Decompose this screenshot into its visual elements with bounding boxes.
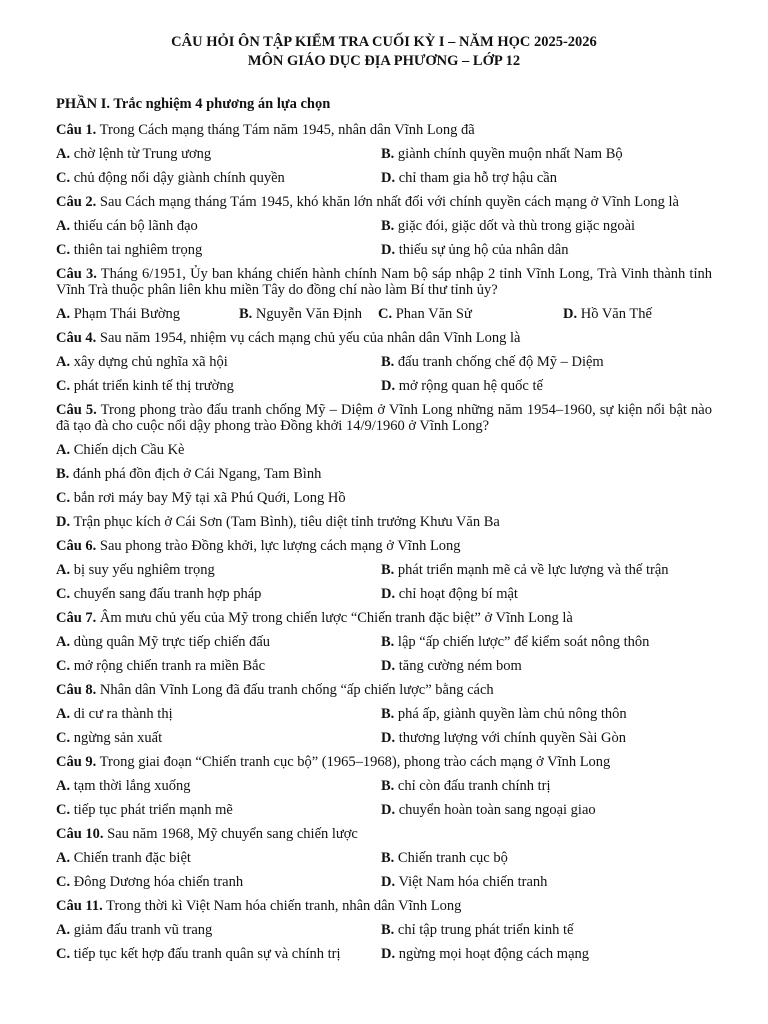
option-b xyxy=(239,306,378,322)
option-b xyxy=(381,778,551,794)
options-row xyxy=(56,218,712,234)
option-text: di cư ra thành thị xyxy=(70,706,173,722)
options-row xyxy=(56,306,712,322)
option-text: Chiến tranh cục bộ xyxy=(394,850,508,866)
option-text: Nguyễn Văn Định xyxy=(252,306,362,322)
question-text: Sau năm 1954, nhiệm vụ cách mạng chủ yếu của nhân dân Vĩnh Long là xyxy=(96,330,521,346)
question-4 xyxy=(56,330,712,346)
question-text: Sau năm 1968, Mỹ chuyển sang chiến lược xyxy=(103,826,358,842)
option-text: Việt Nam hóa chiến tranh xyxy=(395,874,548,890)
option-text: giành chính quyền muộn nhất Nam Bộ xyxy=(394,146,623,162)
option-key: D. xyxy=(381,378,396,394)
option-key: A. xyxy=(56,306,71,322)
option-key: C. xyxy=(378,306,393,322)
option-key: C. xyxy=(56,490,71,506)
option-text: bị suy yếu nghiêm trọng xyxy=(70,562,215,578)
options-row xyxy=(56,634,712,650)
option-d xyxy=(563,306,652,322)
option-key: D. xyxy=(381,730,396,746)
options-row xyxy=(56,146,712,162)
option-a xyxy=(56,218,381,234)
option-key: B. xyxy=(381,146,395,162)
option-text: phát triển mạnh mẽ cả về lực lượng và thế trận xyxy=(394,562,669,578)
options-row xyxy=(56,442,712,458)
option-d xyxy=(381,658,522,674)
option-a xyxy=(56,922,381,938)
option-key: C. xyxy=(56,378,71,394)
options-row xyxy=(56,658,712,674)
option-d xyxy=(381,378,543,394)
option-text: tạm thời lắng xuống xyxy=(70,778,191,794)
options-row xyxy=(56,170,712,186)
options-row xyxy=(56,802,712,818)
option-text: thiên tai nghiêm trọng xyxy=(70,242,203,258)
option-text: tăng cường ném bom xyxy=(395,658,522,674)
option-text: chỉ tham gia hỗ trợ hậu cần xyxy=(395,170,557,186)
option-text: chờ lệnh từ Trung ương xyxy=(70,146,212,162)
question-text: Sau phong trào Đồng khởi, lực lượng cách mạng ở Vĩnh Long xyxy=(96,538,461,554)
option-b xyxy=(381,922,574,938)
option-key: C. xyxy=(56,946,71,962)
question-number: Câu 5. xyxy=(56,402,97,418)
option-text: Chiến tranh đặc biệt xyxy=(70,850,191,866)
option-text: dùng quân Mỹ trực tiếp chiến đấu xyxy=(70,634,271,650)
option-text: mở rộng quan hệ quốc tế xyxy=(395,378,543,394)
document-title-line-2: MÔN GIÁO DỤC ĐỊA PHƯƠNG – LỚP 12 xyxy=(247,53,521,69)
options-row xyxy=(56,378,712,394)
options-row xyxy=(56,562,712,578)
question-number: Câu 6. xyxy=(56,538,97,554)
option-key: B. xyxy=(56,466,70,482)
option-key: B. xyxy=(381,778,395,794)
option-text: bắn rơi máy bay Mỹ tại xã Phú Quới, Long Hồ xyxy=(70,490,346,506)
option-text: chỉ còn đấu tranh chính trị xyxy=(394,778,551,794)
options-row xyxy=(56,706,712,722)
option-key: C. xyxy=(56,658,71,674)
option-d xyxy=(381,170,557,186)
question-3 xyxy=(56,266,712,298)
question-text: Trong thời kì Việt Nam hóa chiến tranh, nhân dân Vĩnh Long xyxy=(102,898,462,914)
option-text: thiếu sự ủng hộ của nhân dân xyxy=(395,242,569,258)
option-key: D. xyxy=(381,658,396,674)
options-row xyxy=(56,354,712,370)
option-key: B. xyxy=(381,354,395,370)
option-a xyxy=(56,354,381,370)
option-c xyxy=(56,170,381,186)
option-key: B. xyxy=(381,850,395,866)
option-key: D. xyxy=(381,170,396,186)
option-key: A. xyxy=(56,442,71,458)
option-key: C. xyxy=(56,170,71,186)
option-a xyxy=(56,778,381,794)
options-row xyxy=(56,586,712,602)
option-b xyxy=(381,850,508,866)
options-row xyxy=(56,730,712,746)
option-key: A. xyxy=(56,218,71,234)
option-key: C. xyxy=(56,730,71,746)
option-b xyxy=(381,634,649,650)
option-d xyxy=(381,586,518,602)
options-row xyxy=(56,946,712,962)
question-number: Câu 10. xyxy=(56,826,104,842)
options-row xyxy=(56,922,712,938)
option-c xyxy=(56,730,381,746)
option-key: B. xyxy=(381,634,395,650)
question-text: Sau Cách mạng tháng Tám 1945, khó khăn lớn nhất đối với chính quyền cách mạng ở Vĩnh Long là xyxy=(96,194,679,210)
option-text: mở rộng chiến tranh ra miền Bắc xyxy=(70,658,266,674)
section-title: PHẦN I. Trắc nghiệm 4 phương án lựa chọn xyxy=(56,96,331,112)
option-text: ngừng mọi hoạt động cách mạng xyxy=(395,946,590,962)
question-text: Nhân dân Vĩnh Long đã đấu tranh chống “ấp chiến lược” bằng cách xyxy=(96,682,494,698)
option-key: B. xyxy=(381,706,395,722)
option-text: đánh phá đồn địch ở Cái Ngang, Tam Bình xyxy=(69,466,322,482)
option-c xyxy=(56,802,381,818)
option-text: chuyển hoàn toàn sang ngoại giao xyxy=(395,802,596,818)
question-9 xyxy=(56,754,712,770)
option-key: C. xyxy=(56,586,71,602)
option-c xyxy=(56,658,381,674)
options-row xyxy=(56,490,712,506)
option-key: A. xyxy=(56,706,71,722)
option-text: Phạm Thái Bường xyxy=(70,306,181,322)
option-text: Hồ Văn Thế xyxy=(577,306,652,322)
option-b xyxy=(381,354,604,370)
option-text: Trận phục kích ở Cái Sơn (Tam Bình), tiêu diệt tỉnh trưởng Khưu Văn Ba xyxy=(70,514,500,530)
question-number: Câu 11. xyxy=(56,898,103,914)
option-a xyxy=(56,562,381,578)
option-key: D. xyxy=(381,242,396,258)
option-c xyxy=(56,946,381,962)
question-1 xyxy=(56,122,712,138)
question-2 xyxy=(56,194,712,210)
option-text: thương lượng với chính quyền Sài Gòn xyxy=(395,730,626,746)
options-row xyxy=(56,514,712,530)
option-a xyxy=(56,850,381,866)
option-key: B. xyxy=(239,306,253,322)
option-text: chuyển sang đấu tranh hợp pháp xyxy=(70,586,262,602)
option-a xyxy=(56,442,712,458)
option-key: A. xyxy=(56,634,71,650)
option-text: Phan Văn Sử xyxy=(392,306,472,322)
option-b xyxy=(381,146,623,162)
question-5 xyxy=(56,402,712,434)
option-key: D. xyxy=(381,802,396,818)
option-text: phá ấp, giành quyền làm chủ nông thôn xyxy=(394,706,627,722)
option-d xyxy=(381,730,626,746)
option-d xyxy=(381,802,596,818)
question-number: Câu 1. xyxy=(56,122,97,138)
option-a xyxy=(56,306,239,322)
option-key: D. xyxy=(56,514,71,530)
option-key: A. xyxy=(56,922,71,938)
option-d xyxy=(381,874,547,890)
option-a xyxy=(56,634,381,650)
option-text: tiếp tục phát triển mạnh mẽ xyxy=(70,802,233,818)
option-text: chủ động nổi dậy giành chính quyền xyxy=(70,170,285,186)
option-text: ngừng sản xuất xyxy=(70,730,163,746)
option-key: C. xyxy=(56,242,71,258)
options-row xyxy=(56,242,712,258)
option-key: A. xyxy=(56,354,71,370)
option-c xyxy=(56,490,712,506)
option-c xyxy=(56,378,381,394)
option-key: D. xyxy=(381,874,396,890)
options-row xyxy=(56,874,712,890)
question-6 xyxy=(56,538,712,554)
option-a xyxy=(56,146,381,162)
question-11 xyxy=(56,898,712,914)
option-key: A. xyxy=(56,778,71,794)
option-key: B. xyxy=(381,218,395,234)
question-number: Câu 7. xyxy=(56,610,97,626)
option-d xyxy=(381,946,589,962)
question-number: Câu 9. xyxy=(56,754,97,770)
options-row xyxy=(56,850,712,866)
option-c xyxy=(56,874,381,890)
option-d xyxy=(56,514,712,530)
option-key: D. xyxy=(381,946,396,962)
option-key: D. xyxy=(563,306,578,322)
question-text: Tháng 6/1951, Ủy ban kháng chiến hành chính Nam bộ sáp nhập 2 tỉnh Vĩnh Long, Trà Vinh thành tỉnh Vĩnh Trà thuộc phân liên khu miền Tây do đồng chí nào làm Bí thư tỉnh ủy? xyxy=(56,266,712,298)
option-b xyxy=(381,218,635,234)
option-text: giặc đói, giặc dốt và thù trong giặc ngoài xyxy=(394,218,636,234)
option-text: lập “ấp chiến lược” để kiểm soát nông thôn xyxy=(394,634,650,650)
question-text: Trong phong trào đấu tranh chống Mỹ – Diệm ở Vĩnh Long những năm 1954–1960, sự kiện nổi bật nào đã tạo đà cho cuộc nổi dậy phong trào Đồng khởi 14/9/1960 ở Vĩnh Long? xyxy=(56,402,712,434)
question-number: Câu 8. xyxy=(56,682,97,698)
option-c xyxy=(378,306,563,322)
option-text: giảm đấu tranh vũ trang xyxy=(70,922,213,938)
question-8 xyxy=(56,682,712,698)
question-text: Trong giai đoạn “Chiến tranh cục bộ” (1965–1968), phong trào cách mạng ở Vĩnh Long xyxy=(96,754,611,770)
option-c xyxy=(56,242,381,258)
option-key: A. xyxy=(56,562,71,578)
option-text: xây dựng chủ nghĩa xã hội xyxy=(70,354,228,370)
question-number: Câu 2. xyxy=(56,194,97,210)
option-text: Đông Dương hóa chiến tranh xyxy=(70,874,244,890)
document-title-line-1: CÂU HỎI ÔN TẬP KIỂM TRA CUỐI KỲ I – NĂM HỌC 2025-2026 xyxy=(171,34,597,50)
option-key: A. xyxy=(56,850,71,866)
option-text: thiếu cán bộ lãnh đạo xyxy=(70,218,198,234)
question-number: Câu 3. xyxy=(56,266,97,282)
option-key: C. xyxy=(56,874,71,890)
option-key: A. xyxy=(56,146,71,162)
option-key: B. xyxy=(381,562,395,578)
question-text: Trong Cách mạng tháng Tám năm 1945, nhân dân Vĩnh Long đã xyxy=(96,122,475,138)
option-d xyxy=(381,242,568,258)
option-text: đấu tranh chống chế độ Mỹ – Diệm xyxy=(394,354,604,370)
question-10 xyxy=(56,826,712,842)
question-number: Câu 4. xyxy=(56,330,97,346)
option-key: C. xyxy=(56,802,71,818)
option-text: phát triển kinh tế thị trường xyxy=(70,378,234,394)
question-text: Âm mưu chủ yếu của Mỹ trong chiến lược “Chiến tranh đặc biệt” ở Vĩnh Long là xyxy=(96,610,573,626)
option-text: tiếp tục kết hợp đấu tranh quân sự và chính trị xyxy=(70,946,341,962)
option-key: D. xyxy=(381,586,396,602)
option-b xyxy=(56,466,712,482)
option-b xyxy=(381,562,669,578)
question-7 xyxy=(56,610,712,626)
option-b xyxy=(381,706,627,722)
option-text: Chiến dịch Cầu Kè xyxy=(70,442,185,458)
options-row xyxy=(56,778,712,794)
option-c xyxy=(56,586,381,602)
option-text: chỉ hoạt động bí mật xyxy=(395,586,518,602)
option-a xyxy=(56,706,381,722)
option-text: chỉ tập trung phát triển kinh tế xyxy=(394,922,574,938)
option-key: B. xyxy=(381,922,395,938)
options-row xyxy=(56,466,712,482)
